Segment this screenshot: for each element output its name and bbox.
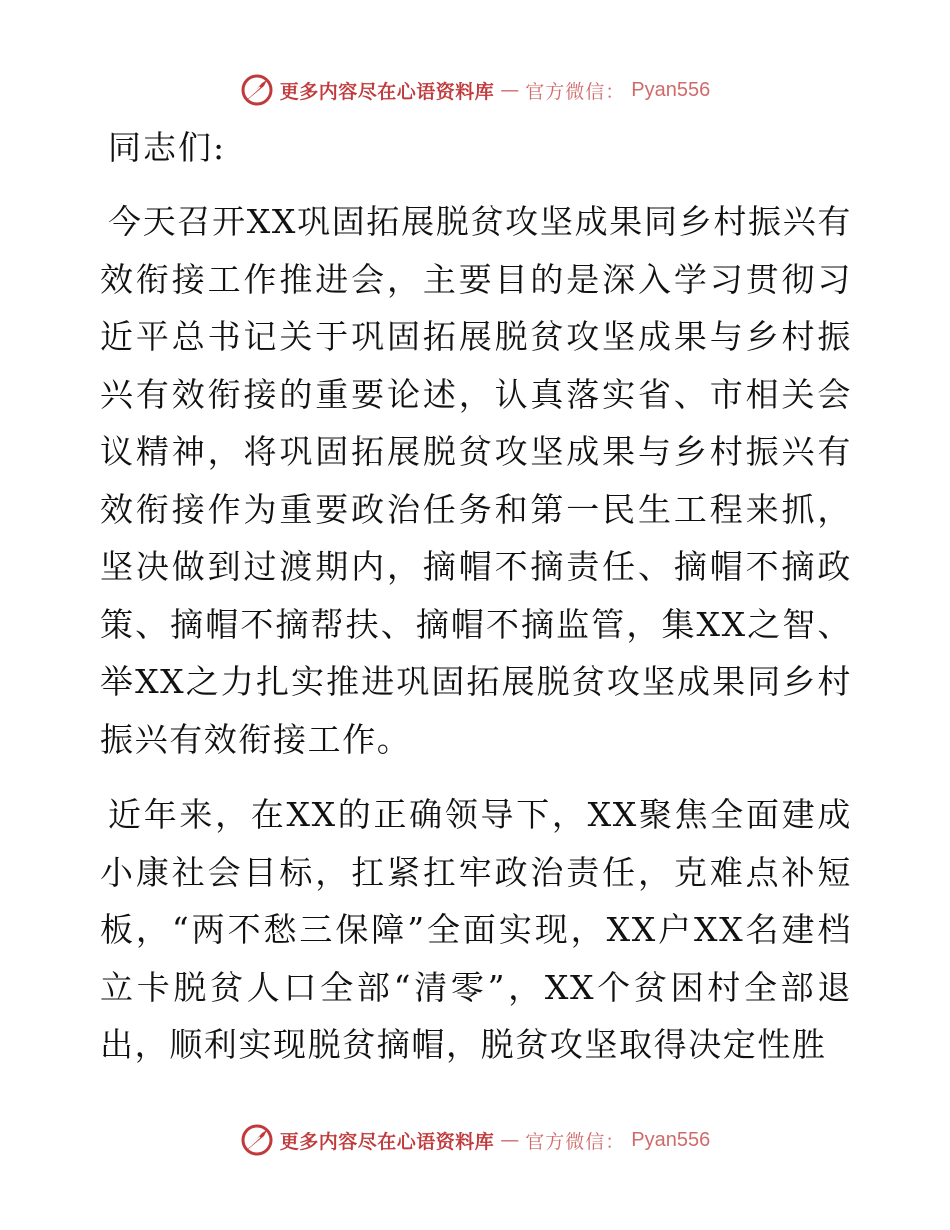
watermark-wechat-id: Pyan556 <box>631 78 711 101</box>
watermark-site-text: 更多内容尽在心语资料库 <box>279 1130 495 1153</box>
paragraph-1: 今天召开XX巩固拓展脱贫攻坚成果同乡村振兴有效衔接工作推进会，主要目的是深入学习贯彻习近平总书记关于巩固拓展脱贫攻坚成果与乡村振兴有效衔接的重要论述，认真落实省、市相关会议精神，将巩固拓展脱贫攻坚成果与乡村振兴有效衔接作为重要政治任务和第一民生工程来抓，坚决做到过渡期内，摘帽不摘责任、摘帽不摘政策、摘帽不摘帮扶、摘帽不摘监管，集XX之智、举XX之力扎实推进巩固拓展脱贫攻坚成果同乡村振兴有效衔接工作。 <box>100 202 852 759</box>
red-quill-logo-icon <box>240 73 274 107</box>
salutation: 同志们: <box>108 128 227 167</box>
watermark-dash: — <box>500 1129 520 1151</box>
red-quill-logo-icon <box>240 1123 274 1157</box>
watermark-site-text: 更多内容尽在心语资料库 <box>279 80 495 103</box>
watermark-wechat-label: 官方微信： <box>525 80 626 103</box>
watermark-dash: — <box>500 79 520 101</box>
watermark-wechat-label: 官方微信： <box>525 1130 626 1153</box>
paragraph-2: 近年来，在XX的正确领导下，XX聚焦全面建成小康社会目标，扛紧扛牢政治责任，克难点补短板，“两不愁三保障”全面实现，XX户XX名建档立卡脱贫人口全部“清零”，XX个贫困村全部退出，顺利实现脱贫摘帽，脱贫攻坚取得决定性胜 <box>100 795 852 1064</box>
watermark-wechat-id: Pyan556 <box>631 1128 711 1151</box>
footer-watermark <box>0 1120 950 1160</box>
document-body <box>100 125 852 1092</box>
header-watermark <box>0 70 950 110</box>
